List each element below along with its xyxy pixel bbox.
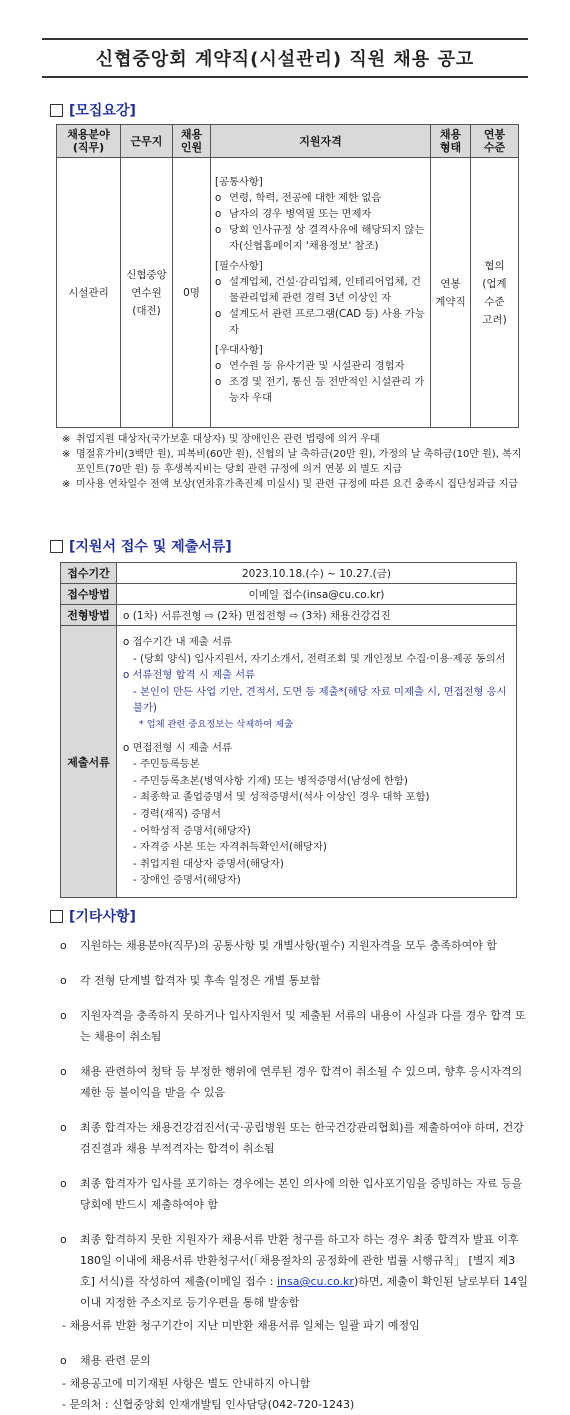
cell-field: 시설관리 [57, 158, 121, 428]
apply-docs-heading: o 접수기간 내 제출 서류 [123, 636, 232, 649]
common-heading: [공통사항] [215, 175, 263, 188]
method-label: 접수방법 [61, 584, 117, 605]
section-heading-text: [지원서 접수 및 제출서류] [69, 539, 232, 555]
note-item: ※ 명절휴가비(3백만 원), 피복비(60만 원), 신협의 날 축하금(20만 원), 가정의 날 축하금(10만 원), 복지포인트(70만 원) 등 후생복지비는 당회 관련 규정에 의거 연봉 외 별도 지급 [62, 449, 522, 475]
cell-type: 연봉 계약직 [431, 158, 471, 428]
list-item: - 주민등록초본(병역사항 기재) 또는 병적증명서(남성에 한함) [133, 774, 408, 787]
required-heading: [필수사항] [215, 259, 263, 272]
list-item: - 최종학교 졸업증명서 및 성적증명서(석사 이상인 경우 대학 포함) [133, 791, 430, 804]
note-item: ※ 취업지원 대상자(국가보훈 대상자) 및 장애인은 관련 법령에 의거 우대 [62, 434, 380, 445]
list-item: o 남자의 경우 병역필 또는 면제자 [215, 207, 372, 220]
list-item: o 당회 인사규정 상 결격사유에 해당되지 않는 자(신협홈페이지 '채용정보' 참조) [215, 223, 425, 252]
list-item: o 채용 관련하여 청탁 등 부정한 행위에 연루된 경우 합격이 취소될 수 있으며, 향후 응시자격의 제한 등 불이익을 받을 수 있음 [60, 1065, 523, 1099]
section-heading-recruitment [50, 100, 136, 120]
note-item: ※ 미사용 연차일수 전액 보상(연차휴가촉진제 미실시) 및 관련 규정에 따른 요건 충족시 집단성과급 지급 [62, 479, 519, 490]
list-item: o 조경 및 전기, 통신 등 전반적인 시설관리 가능자 우대 [215, 375, 425, 404]
list-item: o 지원자격을 충족하지 못하거나 입사지원서 및 제출된 서류의 내용이 사실과 다를 경우 합격 또는 채용이 취소됨 [60, 1009, 526, 1043]
process-value: o (1차) 서류전형 ⇨ (2차) 면접전형 ⇨ (3차) 채용건강검진 [117, 605, 517, 626]
recruitment-table [56, 124, 519, 428]
list-item: o 연수원 등 유사기관 및 시설관리 경험자 [215, 359, 405, 372]
list-item: o 최종 합격자가 입사를 포기하는 경우에는 본인 의사에 의한 입사포기임을 증빙하는 자료 등을 당회에 반드시 제출하여야 함 [60, 1177, 523, 1211]
return-note: - 채용서류 반환 청구기간이 지난 미반환 채용서류 일체는 일괄 파기 예정임 [62, 1319, 420, 1332]
apply-docs: - (당회 양식) 입사지원서, 자기소개서, 전력조회 및 개인정보 수집·이용·제공 동의서 [133, 652, 506, 665]
period-value: 2023.10.18.(수) ~ 10.27.(금) [117, 563, 517, 584]
list-item: o 설계업체, 건설·감리업체, 인테리어업체, 건물관리업체 관련 경력 3년 이상인 자 [215, 275, 422, 304]
header-type: 채용 형태 [431, 125, 471, 158]
checkbox-square-icon [50, 910, 63, 923]
etc-list [60, 935, 530, 1415]
section-heading-text: [기타사항] [69, 909, 136, 925]
period-label: 접수기간 [61, 563, 117, 584]
doc-pass-heading: o 서류전형 합격 시 제출 서류 [123, 669, 256, 682]
header-field: 채용분야 (직무) [57, 125, 121, 158]
section-heading-etc [50, 906, 136, 926]
page-title: 신협중앙회 계약직(시설관리) 직원 채용 공고 [42, 38, 528, 78]
inquiry-contact: - 문의처 : 신협중앙회 인재개발팀 인사담당(042-720-1243) [62, 1398, 355, 1411]
list-item: - 주민등록등본 [133, 758, 200, 771]
cell-salary: 협의 (업계 수준 고려) [471, 158, 519, 428]
notes [62, 432, 522, 492]
section-heading-text: [모집요강] [69, 103, 136, 119]
checkbox-square-icon [50, 540, 63, 553]
docs-value [117, 626, 517, 898]
application-table [60, 562, 517, 898]
method-value: 이메일 접수(insa@cu.co.kr) [117, 584, 517, 605]
list-item: o 각 전형 단계별 합격자 및 후속 일정은 개별 통보함 [60, 974, 321, 987]
checkbox-square-icon [50, 104, 63, 117]
section-heading-application [50, 536, 232, 556]
cell-location: 신협중앙 연수원 (대전) [121, 158, 173, 428]
doc-pass-docs: - 본인이 만든 사업 기안, 견적서, 도면 등 제출*(해당 자료 미제출 시, 면접전형 응시 불가) [133, 685, 507, 715]
header-location: 근무지 [121, 125, 173, 158]
list-item: - 취업지원 대상자 증명서(해당자) [133, 857, 284, 870]
list-item: o 설계도서 관련 프로그램(CAD 등) 사용 가능자 [215, 307, 425, 336]
list-item: - 경력(재직) 증명서 [133, 807, 221, 820]
list-item: - 어학성적 증명서(해당자) [133, 824, 251, 837]
list-item: o 연령, 학력, 전공에 대한 제한 없음 [215, 191, 382, 204]
list-item: - 자격증 사본 또는 자격취득확인서(해당자) [133, 841, 327, 854]
inquiry-note: - 채용공고에 미기재된 사항은 별도 안내하지 아니함 [62, 1377, 311, 1390]
cell-qualification [211, 158, 431, 428]
email-link[interactable]: insa@cu.co.kr [276, 1275, 354, 1288]
header-count: 채용 인원 [173, 125, 211, 158]
preferred-heading: [우대사항] [215, 343, 263, 356]
list-item-inquiry: o 채용 관련 문의 [60, 1354, 151, 1367]
header-qualification: 지원자격 [211, 125, 431, 158]
list-item: o 지원하는 채용분야(직무)의 공통사항 및 개별사항(필수) 지원자격을 모두 충족하여야 함 [60, 939, 498, 952]
process-label: 전형방법 [61, 605, 117, 626]
list-item: - 장애인 증명서(해당자) [133, 874, 241, 887]
docs-label: 제출서류 [61, 626, 117, 898]
cell-count: 0명 [173, 158, 211, 428]
interview-docs-heading: o 면접전형 시 제출 서류 [123, 741, 232, 754]
doc-pass-note: * 업체 관련 중요정보는 삭제하여 제출 [139, 719, 294, 731]
header-salary: 연봉 수준 [471, 125, 519, 158]
list-item: o 최종 합격자는 채용건강검진서(국·공립병원 또는 한국건강관리협회)를 제출하여야 하며, 건강검진결과 채용 부적격자는 합격이 취소됨 [60, 1121, 524, 1155]
list-item-return: o 최종 합격하지 못한 지원자가 채용서류 반환 청구를 하고자 하는 경우 최종 합격자 발표 이후 180일 이내에 채용서류 반환청구서(「채용절차의 공정화에 관한 법률 시행규칙」 [별지 제3호] 서식)를 작성하여 제출(이메일 접수 : insa@cu.co.kr)하면, 제출이 확인된 날로부터 14일 이내 지정한 주소지로 등기우편을 통해 발송함 [60, 1233, 528, 1309]
